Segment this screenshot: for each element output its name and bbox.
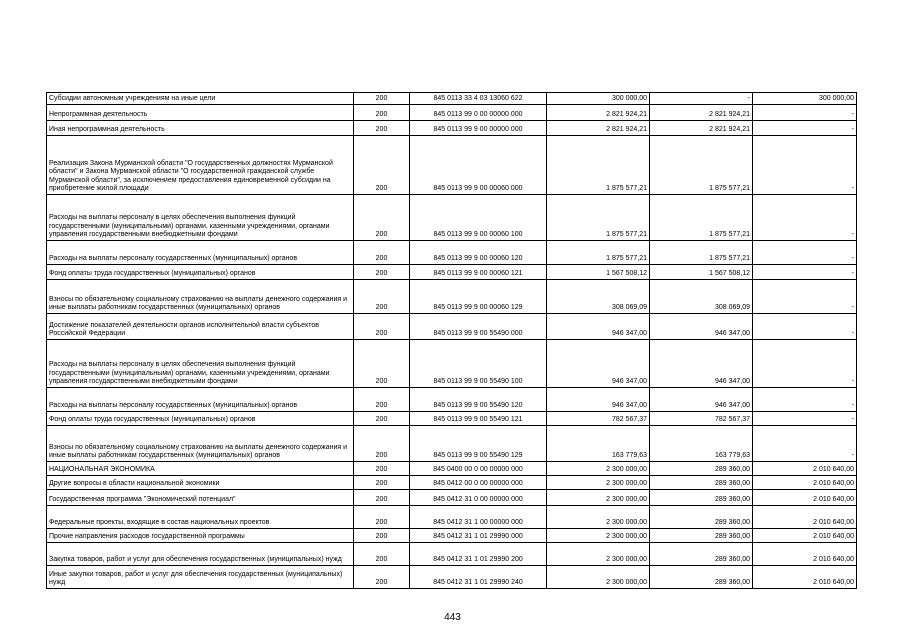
row-code: 200: [354, 121, 410, 136]
row-kbk: 845 0400 00 0 00 00000 000: [410, 462, 547, 476]
row-total: 300 000,00: [547, 93, 650, 105]
row-name: Иная непрограммная деятельность: [47, 121, 354, 136]
table-row: [47, 388, 857, 412]
row-total: 782 567,37: [547, 412, 650, 426]
row-name: Взносы по обязательному социальному страхованию на выплаты денежного содержания и иные выплаты работникам государственных (муниципальных) органов: [47, 280, 354, 314]
row-name: Фонд оплаты труда государственных (муниципальных) органов: [47, 412, 354, 426]
row-kbk: 845 0412 31 1 00 00000 000: [410, 506, 547, 529]
table-row: [47, 412, 857, 426]
row-col2: 289 360,00: [650, 506, 753, 529]
row-total: 2 300 000,00: [547, 462, 650, 476]
row-kbk: 845 0113 99 9 00 00000 000: [410, 121, 547, 136]
row-code: 200: [354, 265, 410, 280]
row-col3: -: [753, 412, 857, 426]
table-row: [47, 280, 857, 314]
row-col3: -: [753, 265, 857, 280]
row-name: Расходы на выплаты персоналу государственных (муниципальных) органов: [47, 241, 354, 265]
row-code: 200: [354, 195, 410, 241]
table-row: [47, 543, 857, 566]
row-col3: -: [753, 241, 857, 265]
row-col2: 308 069,09: [650, 280, 753, 314]
row-kbk: 845 0412 31 1 01 29990 240: [410, 566, 547, 589]
row-col2: 289 360,00: [650, 490, 753, 506]
row-name: Иные закупки товаров, работ и услуг для обеспечения государственных (муниципальных) нужд: [47, 566, 354, 589]
row-col3: -: [753, 314, 857, 340]
table-row: [47, 93, 857, 105]
table-row: [47, 340, 857, 388]
row-col3: 300 000,00: [753, 93, 857, 105]
row-kbk: 845 0113 99 9 00 00060 129: [410, 280, 547, 314]
row-col2: 1 875 577,21: [650, 241, 753, 265]
row-col3: 2 010 640,00: [753, 543, 857, 566]
row-code: 200: [354, 426, 410, 462]
row-name: НАЦИОНАЛЬНАЯ ЭКОНОМИКА: [47, 462, 354, 476]
table-row: [47, 265, 857, 280]
row-name: Взносы по обязательному социальному страхованию на выплаты денежного содержания и иные выплаты работникам государственных (муниципальных) органов: [47, 426, 354, 462]
row-col3: -: [753, 195, 857, 241]
row-col3: 2 010 640,00: [753, 566, 857, 589]
row-kbk: 845 0113 99 9 00 55490 121: [410, 412, 547, 426]
page-number: 443: [444, 612, 461, 623]
row-col3: -: [753, 280, 857, 314]
row-code: 200: [354, 506, 410, 529]
row-kbk: 845 0412 31 1 01 29990 200: [410, 543, 547, 566]
table-row: [47, 476, 857, 490]
row-col2: 2 821 924,21: [650, 105, 753, 121]
row-total: 2 821 924,21: [547, 105, 650, 121]
row-total: 1 567 508,12: [547, 265, 650, 280]
row-col3: -: [753, 136, 857, 195]
table-row: [47, 105, 857, 121]
row-kbk: 845 0113 99 9 00 00060 100: [410, 195, 547, 241]
row-total: 2 300 000,00: [547, 566, 650, 589]
row-kbk: 845 0113 33 4 03 13060 622: [410, 93, 547, 105]
row-total: 2 300 000,00: [547, 476, 650, 490]
row-col2: 163 779,63: [650, 426, 753, 462]
row-name: Субсидии автономным учреждениям на иные цели: [47, 93, 354, 105]
row-name: Федеральные проекты, входящие в состав национальных проектов: [47, 506, 354, 529]
row-col3: 2 010 640,00: [753, 490, 857, 506]
row-code: 200: [354, 340, 410, 388]
row-col2: 946 347,00: [650, 314, 753, 340]
row-name: Реализация Закона Мурманской области "О государственных должностях Мурманской области" и Закона Мурманской области "О государственной гражданской службе Мурманской области", за исключением предоставления единовременной субсидии на приобретение жилой площади: [47, 136, 354, 195]
row-name: Другие вопросы в области национальной экономики: [47, 476, 354, 490]
row-col2: 946 347,00: [650, 388, 753, 412]
row-total: 1 875 577,21: [547, 195, 650, 241]
row-name: Расходы на выплаты персоналу государственных (муниципальных) органов: [47, 388, 354, 412]
row-kbk: 845 0113 99 9 00 55490 100: [410, 340, 547, 388]
row-code: 200: [354, 490, 410, 506]
row-col2: 1 875 577,21: [650, 136, 753, 195]
row-total: 1 875 577,21: [547, 241, 650, 265]
budget-table-container: [46, 92, 856, 589]
row-kbk: 845 0113 99 9 00 55490 000: [410, 314, 547, 340]
row-code: 200: [354, 241, 410, 265]
row-code: 200: [354, 412, 410, 426]
row-name: Расходы на выплаты персоналу в целях обеспечения выполнения функций государственными (муниципальными) органами, казенными учреждениями, органами управления государственными внебюджетными фондами: [47, 195, 354, 241]
row-col3: -: [753, 105, 857, 121]
table-row: [47, 314, 857, 340]
row-code: 200: [354, 388, 410, 412]
row-total: 2 300 000,00: [547, 543, 650, 566]
row-total: 946 347,00: [547, 314, 650, 340]
row-name: Государственная программа "Экономический потенциал": [47, 490, 354, 506]
row-col2: 2 821 924,21: [650, 121, 753, 136]
row-col3: 2 010 640,00: [753, 476, 857, 490]
table-row: [47, 462, 857, 476]
row-col3: -: [753, 426, 857, 462]
row-code: 200: [354, 105, 410, 121]
row-col2: 289 360,00: [650, 543, 753, 566]
row-total: 2 821 924,21: [547, 121, 650, 136]
row-name: Расходы на выплаты персоналу в целях обеспечения выполнения функций государственными (муниципальными) органами, казенными учреждениями, органами управления государственными внебюджетными фондами: [47, 340, 354, 388]
row-name: Закупка товаров, работ и услуг для обеспечения государственных (муниципальных) нужд: [47, 543, 354, 566]
row-kbk: 845 0113 99 9 00 00060 000: [410, 136, 547, 195]
row-code: 200: [354, 543, 410, 566]
row-name: Достижение показателей деятельности органов исполнительной власти субъектов Российской Федерации: [47, 314, 354, 340]
row-col3: 2 010 640,00: [753, 506, 857, 529]
row-kbk: 845 0412 31 1 01 29990 000: [410, 529, 547, 543]
row-col3: 2 010 640,00: [753, 462, 857, 476]
row-total: 946 347,00: [547, 388, 650, 412]
row-total: 2 300 000,00: [547, 490, 650, 506]
row-name: Непрограммная деятельность: [47, 105, 354, 121]
row-col3: 2 010 640,00: [753, 529, 857, 543]
row-code: 200: [354, 280, 410, 314]
row-total: 163 779,63: [547, 426, 650, 462]
row-name: Прочие направления расходов государственной программы: [47, 529, 354, 543]
row-col2: -: [650, 93, 753, 105]
row-total: 2 300 000,00: [547, 506, 650, 529]
row-code: 200: [354, 566, 410, 589]
row-col2: 946 347,00: [650, 340, 753, 388]
row-kbk: 845 0412 00 0 00 00000 000: [410, 476, 547, 490]
row-kbk: 845 0113 99 9 00 00060 120: [410, 241, 547, 265]
row-col2: 1 567 508,12: [650, 265, 753, 280]
row-total: 308 069,09: [547, 280, 650, 314]
row-col2: 289 360,00: [650, 566, 753, 589]
row-code: 200: [354, 462, 410, 476]
row-col3: -: [753, 388, 857, 412]
table-row: [47, 506, 857, 529]
row-col3: -: [753, 340, 857, 388]
row-kbk: 845 0412 31 0 00 00000 000: [410, 490, 547, 506]
row-col2: 782 567,37: [650, 412, 753, 426]
row-col2: 289 360,00: [650, 462, 753, 476]
row-code: 200: [354, 529, 410, 543]
row-kbk: 845 0113 99 9 00 55490 120: [410, 388, 547, 412]
row-col2: 289 360,00: [650, 529, 753, 543]
row-col2: 1 875 577,21: [650, 195, 753, 241]
table-row: [47, 121, 857, 136]
row-total: 946 347,00: [547, 340, 650, 388]
row-total: 2 300 000,00: [547, 529, 650, 543]
row-col3: -: [753, 121, 857, 136]
table-row: [47, 426, 857, 462]
table-row: [47, 566, 857, 589]
budget-table: [46, 92, 857, 589]
row-name: Фонд оплаты труда государственных (муниципальных) органов: [47, 265, 354, 280]
row-total: 1 875 577,21: [547, 136, 650, 195]
row-code: 200: [354, 476, 410, 490]
table-row: [47, 241, 857, 265]
row-code: 200: [354, 136, 410, 195]
row-code: 200: [354, 314, 410, 340]
table-row: [47, 529, 857, 543]
table-row: [47, 195, 857, 241]
row-kbk: 845 0113 99 9 00 55490 129: [410, 426, 547, 462]
table-row: [47, 136, 857, 195]
table-row: [47, 490, 857, 506]
row-code: 200: [354, 93, 410, 105]
row-kbk: 845 0113 99 9 00 00060 121: [410, 265, 547, 280]
row-col2: 289 360,00: [650, 476, 753, 490]
row-kbk: 845 0113 99 0 00 00000 000: [410, 105, 547, 121]
